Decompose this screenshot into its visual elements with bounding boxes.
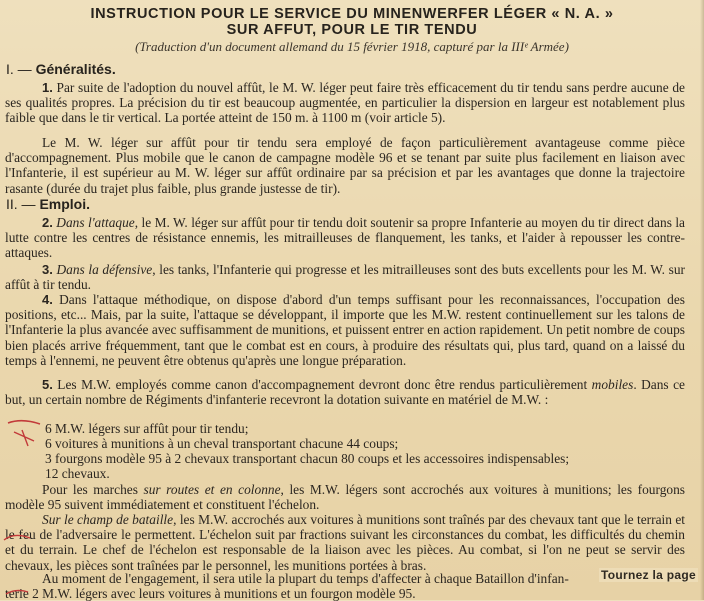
paragraph-text: , les M.W. légers sont accrochés aux voitures à munitions; les fourgons modèle 95 suivent immédiatement et constituent l'échelon. — [5, 482, 685, 513]
paragraph-1 — [5, 80, 685, 126]
paragraph-8 — [5, 571, 569, 586]
paragraph-text: Par suite de l'adoption du nouvel affût, le M. W. léger peut faire très efficacement du tir tendu sans perdre aucune de ses qualités propres. La précision du tir est beaucoup augmentée, en particulier la dispersion en largeur est notablement plus faible que dans le tir vertical. La portée atteint de 150 m. à 1100 m (voir article 5). — [5, 80, 685, 126]
section-number: I. — — [6, 61, 32, 77]
paragraph-text: , le M. W. léger sur affût pour tir tendu doit soutenir sa propre Infanterie au moyen du tir direct dans la lutte contre les centres de résistance ennemis, les mitrailleuses de flanquement, les tanks, et l'aider à repousser les contre-attaques. — [5, 215, 685, 261]
paragraph-emphasis: sur routes et en colonne — [143, 482, 281, 497]
paragraph-text: . Dans ce but, un certain nombre de Régiments d'infanterie recevront la dotation suivante en matériel de M.W. : — [5, 377, 685, 408]
list-item: 3 fourgons modèle 95 à 2 chevaux transportant chacun 80 coups et les accessoires indispensables; — [45, 451, 570, 466]
paragraph-number: 4. — [42, 292, 53, 307]
paragraph-number: 2. — [42, 215, 53, 230]
paragraph-4 — [5, 292, 685, 368]
paragraph-text: , les tanks, l'Infanterie qui progresse et les mitrailleuses sont des buts excellents pour les M. W. sur affût à tir tendu. — [5, 262, 686, 293]
paragraph-8-continued — [5, 586, 685, 601]
paragraph-6 — [5, 482, 685, 512]
section-heading-generalites — [6, 61, 116, 77]
paragraph-number: 3. — [42, 262, 53, 277]
turn-page-stamp: Tournez la page — [601, 568, 696, 582]
paragraph-3 — [5, 262, 685, 292]
red-mark-stroke — [14, 430, 34, 446]
section-number: II. — — [6, 196, 36, 212]
paragraph-text: , les M.W. accrochés aux voitures à munitions sont traînés par des chevaux tant que le terrain et le feu de l'adversaire le permettent. L'échelon suit par fractions suivant les circonstances du combat, les difficultés du chemin et du terrain. Le chef de l'échelon est responsable de la liaison avec les pièces. Au combat, si l'on ne peut se servir des chevaux, les pièces sont traînées par le personnel, les munitions portées à bras. — [5, 512, 686, 573]
document-title-line2: SUR AFFUT, POUR LE TIR TENDU — [226, 22, 478, 38]
paragraph-number: 5. — [42, 377, 53, 392]
red-mark-stroke — [8, 421, 40, 424]
section-label: Emploi. — [39, 196, 91, 212]
list-item: 6 voitures à munitions à un cheval transportant chacune 44 coups; — [45, 436, 399, 451]
paragraph-text: Pour les marches — [42, 482, 144, 497]
paragraph-emphasis: Dans l'attaque — [52, 215, 135, 230]
section-label: Généralités. — [35, 61, 116, 77]
paragraph-text: Au moment de l'engagement, il sera utile la plupart du temps d'affecter à chaque Bataillon d'infan- — [42, 571, 569, 586]
paragraph-emphasis: Dans la défensive — [52, 262, 153, 277]
section-heading-emploi — [6, 196, 90, 212]
list-item: 6 M.W. légers sur affût pour tir tendu; — [45, 421, 249, 436]
paragraph-text: Dans l'attaque méthodique, on dispose d'abord d'un temps suffisant pour les reconnaissances, l'occupation des positions, etc... Mais, par la suite, l'attaque se développant, il importe que les M.W. restent continuellement sur les talons de l'Infanterie la plus avancée avec suffisamment de munitions, et puissent entrer en action rapidement. Un petit nombre de coups bien placés arrive fréquemment, tant que le combat est en cours, à produire des résultats qui, plus tard, quand on a laissé du temps à l'ennemi, ne peuvent être obtenus qu'après une longue préparation. — [5, 292, 685, 368]
page-edge-shadow — [700, 0, 704, 600]
document-title-line1: INSTRUCTION POUR LE SERVICE DU MINENWERFER LÉGER « N. A. » — [90, 6, 614, 22]
paragraph-1b — [5, 135, 685, 196]
paragraph-text: Le M. W. léger sur affût pour tir tendu sera employé de façon particulièrement avantageuse comme pièce d'accompagnement. Plus mobile que le canon de campagne modèle 96 et se tenant par suite plus facilement en liaison avec l'Infanterie, il est supérieur au M. W. léger sur affût ordinaire par sa précision et par les avantages que donne la trajectoire rasante (durée du trajet plus faible, plus grande justesse de tir). — [5, 135, 685, 196]
paragraph-text: terie 2 M.W. légers avec leurs voitures à munitions et un fourgon modèle 95. — [5, 586, 416, 601]
paragraph-2 — [5, 215, 685, 261]
paragraph-emphasis: mobiles — [591, 377, 634, 392]
paragraph-7 — [5, 512, 685, 573]
paragraph-text: Les M.W. employés comme canon d'accompagnement devront donc être rendus particulièrement — [52, 377, 592, 392]
list-item: 12 chevaux. — [45, 466, 110, 481]
paragraph-number: 1. — [42, 80, 53, 95]
paragraph-emphasis: Sur le champ de bataille — [42, 512, 174, 527]
document-subtitle: (Traduction d'un document allemand du 15 février 1918, capturé par la IIIᵉ Armée) — [135, 39, 569, 54]
paragraph-5 — [5, 377, 685, 407]
